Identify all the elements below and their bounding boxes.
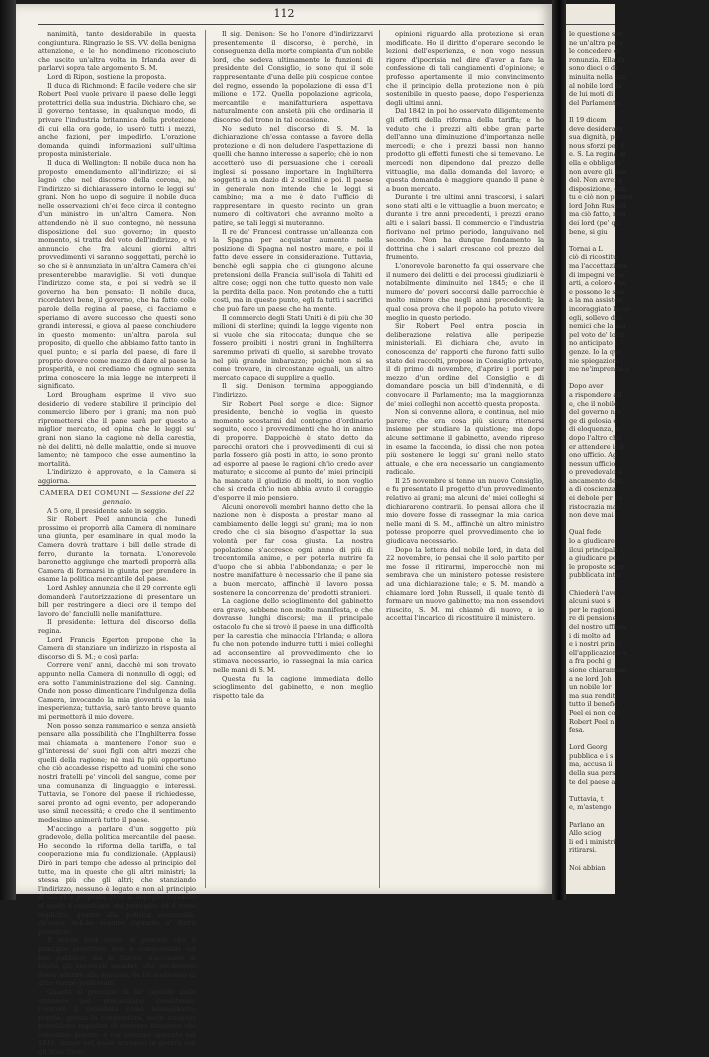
facing-page-line: lo a giudicare: [569, 537, 615, 546]
facing-page-line: e, che il nobile: [569, 399, 618, 408]
facing-page-line: sione chiarament: [569, 665, 627, 674]
paragraph: L'indirizzo è approvato, e la Camera si aggiorna.: [38, 468, 196, 485]
paragraph: Sir Robert Peel annuncia che lunedì prossimo ei proporrà alla Camera di nominare una giunta, per esaminare in qual modo la Camera dovrà trattare i bill delle strade di ferro, durante la tornata. L'onorevole baronetto aggiunge che martedì proporrà alla Camera di formarsi in giunta per prendere in esame la politica mercantile del paese.: [38, 515, 196, 584]
paragraph: Alcuni onorevoli membri hanno detto che la nazione non è disposta a prestar mano al cambiamento delle leggi su' grani; ma io non credo che ci sia bisogno d'aspettar la sua volontà per far cosa giusta. La nostra popolazione s'accresce ogni anno di più di trecentomila anime, e per poterla nutrire fa d'uopo che si abbia l'abbondanza; e per le nostre manifatture è necessario che il pane sia a buon mercato, affinchè il lavoro possa sostenere la concorrenza de' prodotti stranieri.: [213, 502, 373, 597]
paragraph: Lord Ashley annunzia che il 29 corrente egli domanderà l'autorizzazione di presentare un bill per restringere a dieci ore il tempo del lavoro de' fanciulli nelle manifatture.: [38, 584, 196, 618]
facing-page-line: per le ragioni: [569, 605, 615, 614]
facing-page-line: della sua pers: [569, 769, 616, 778]
book-spine: [552, 0, 566, 900]
facing-page-line: lord John Russell: [569, 201, 626, 210]
facing-page-line: le proposte sopr: [569, 562, 624, 571]
header-rule: [38, 24, 544, 25]
facing-page-line: pel voto de' lord: [569, 330, 624, 339]
facing-page-column: [569, 30, 709, 872]
paragraph: Durante i tre ultimi anni trascorsi, i salari sono stati alti e le vittuaglie a buon mercato; e durante i tre anni precedenti, i prezzi erano alti e i salari bassi. Il commercio e l'industria fiorivano nel primo periodo, languivano nel secondo. Non ha dunque fondamento la dottrina che i salari crescano col prezzo del frumento.: [386, 193, 544, 262]
paragraph: Il nobile lord crede di provare che il principio protettore non è compossibile col ben pubblico; ma le furono d'accusare di falsità gli onorevoli membri, che credessero dover aderire alle opinioni, da lui medesimo in altro tempo professate.: [38, 936, 196, 988]
facing-page-line: bene, si giu: [569, 227, 608, 236]
facing-page-line: Qual fede: [569, 528, 602, 537]
facing-page-line: a la ma assisten: [569, 296, 623, 305]
paragraph: La cagione dello scioglimento del gabinetto era grave, sebbene non molto manifesta, e che dovrasse lunghi discorsi; ma il principale ostacolo fu che si trovò il paese in una difficoltà per la carestia che minaccia l'Irlanda; e allora fu che non potendo indurre tutti i miei colleghi ad acconsentire al provvedimento che io stimava necessario, io rassegnai la mia carica nelle mani di S. M.: [213, 597, 373, 674]
facing-page-line: Lord Georg: [569, 743, 608, 752]
facing-page-line: [569, 855, 709, 864]
paragraph: Il presidente: lettura del discorso della regina.: [38, 618, 196, 635]
facing-page-line: ei debole per so: [569, 494, 623, 503]
facing-page-line: e i nostri princi: [569, 640, 621, 649]
paragraph: L'onorevole baronetto fa qui osservare che il numero dei delitti e dei processi giudiziarii è notabilmente diminuito nel 1845; e che il numero de' poveri soccorsi dalle parrocchie è molto minore che negli anni precedenti; la qual cosa prova che il popolo ha potuto vivere meglio in questo periodo.: [386, 262, 544, 322]
facing-page-line: a fra pochi g: [569, 657, 612, 666]
facing-page-line: del. Non avrei p: [569, 176, 623, 185]
section-heading: CAMERA DEI COMUNI — Sessione del 22 gennaio.: [38, 485, 196, 506]
facing-page-line: nous sforzi per f: [569, 141, 624, 150]
facing-page-line: tutto il benefic: [569, 700, 618, 709]
facing-page-line: re di pensione: [569, 614, 617, 623]
facing-page-line: a ne lord Joh: [569, 674, 612, 683]
paragraph: Il sig. Denison termina appoggiando l'indirizzo.: [213, 382, 373, 399]
facing-page-line: a rispondere all: [569, 390, 622, 399]
facing-page-line: ella e obbligata: [569, 158, 621, 167]
facing-page-line: ronunzia. Ella fu: [569, 55, 625, 64]
paragraph: Non si convenne allora, e continua, nel mio parere; che era cosa più sicura ritenersi insieme per studiare la quistione; ma dopo alcune settimane il gabinetto, avendo ripreso in esame la faccenda, io dissi che non potea più sostenere le leggi su' grani nello stato attuale, e che era necessario un cangiamento radicale.: [386, 408, 544, 477]
facing-page-line: ma ciò fatto, non: [569, 210, 626, 219]
facing-page-line: non avere gli ans: [569, 167, 627, 176]
facing-page-line: Peel ei non cod: [569, 708, 620, 717]
paragraph: opinioni riguardo alla protezione si eran modificate. Ho il diritto d'operare secondo le lezioni dell'esperienza, e non vogo nessun rigore d'ipocrisia nel dire d'aver a fare la confessione di tali cangiamenti d'opinione; e professo apertamente il mio convincimento che il principio della protezione non è più sostenibile in questo paese, dopo l'esperienza degli ultimi anni.: [386, 30, 544, 107]
facing-page-edge: [566, 4, 633, 894]
facing-page-line: fesa.: [569, 726, 585, 735]
facing-page-line: pubblica e i s: [569, 751, 614, 760]
paragraph: Lord Francis Egerton propone che la Camera di stanziare un indirizzo in risposta al discorso di S. M.; e così parla:: [38, 635, 196, 661]
facing-page-line: del governo n'u: [569, 408, 621, 417]
facing-page-line: [569, 236, 709, 245]
facing-page-line: Allo sciog: [569, 829, 602, 838]
facing-page-line: [569, 107, 709, 116]
facing-page-line: non deve mai: [569, 511, 614, 520]
facing-page-line: nie spiegazioni: [569, 356, 620, 365]
paragraph: Il commercio degli Stati Uniti è di più che 30 milioni di sterline; quindi la legge vigente non si vuole che sia ritoccata; dunque che se fossero proibiti i nostri grani in Inghilterra saremmo privati di quello, si sarebbe trovato nel più grande imbarazzo; poichè non si sa come trovare, in circostanze eguali, un altro mercato capace di supplire a quello.: [213, 313, 373, 382]
facing-page-line: di eloquenza, il: [569, 425, 620, 434]
facing-page-line: del nostro ufficio: [569, 622, 626, 631]
facing-page-line: dopo l'altro che: [569, 433, 622, 442]
facing-page-line: ristocrazia mai: [569, 502, 619, 511]
facing-page-line: Noi abbian: [569, 863, 606, 872]
facing-page-line: ritirarsi.: [569, 846, 597, 855]
facing-page-line: disposizione, con: [569, 184, 627, 193]
text-column-1: [38, 30, 196, 1057]
facing-page-line: Tuttavia, t: [569, 794, 604, 803]
facing-page-line: de lui moti di: [569, 90, 614, 99]
facing-page-line: e. S. La regina m: [569, 150, 626, 159]
facing-page-line: Tornai a L: [569, 244, 603, 253]
paragraph: Il sig. Denison: Se ho l'onore d'indirizzarvi presentemente il discorso, è perchè, in conseguenza della morte compianta d'un nobile lord, che sedeva ultimamente le funzioni di presidente del Consiglio, io sono qui il sole rappresentante d'una delle più cospicue contee del regno, essendo la popolazione di essa d'1 milione e 172. Quella popolazione agricola, mercantile e manifatturiera aspettava naturalmente con ansietà più che ordinaria il discorso del trono in tal occasione.: [213, 30, 373, 124]
facing-page-line: a giudicare per: [569, 554, 620, 563]
facing-page-line: ilcui principali: [569, 545, 618, 554]
text-column-2: [213, 30, 373, 890]
facing-page-line: o prevedevalo il: [569, 468, 623, 477]
paragraph: Il 25 novembre si tenne un nuovo Consiglio, e fu presentato il progetto d'un provvedimento relativo ai grani; ma alcuni de' miei colleghi si dichiararono contrarii. Io pensai allora che il mio dovere fosse di rassegnar la mia carica nelle mani di S. M., affinchè un altro ministro potesse proporre quel provvedimento che io giudicava necessario.: [386, 476, 544, 546]
facing-page-line: er attendere il d: [569, 442, 624, 451]
facing-page-line: Il 19 dicem: [569, 115, 607, 124]
facing-page-line: ancamento dell': [569, 476, 623, 485]
paragraph: Sir Robert Peel sorge e dice: Signor presidente, benchè io voglia in questo momento scostarmi dal contegno d'ordinario seguito, ecco i provvedimenti che ho in animo di proporre. Dappoichè è stato detto da parecchi oratori che i provvedimenti di cui si parla fossero già posti in atto, io sono pronto ad esporre al paese le ragioni ch'io credo aver maturato; e siccome al punto de' miei principii ha mancato il giudizio di molti, io non voglio che si creda ch'io non abbia avuto il coraggio d'esporre il mio pensiero.: [213, 399, 373, 503]
paragraph: Quanto al principio di far capitale dello straniero per procacciarsi sussistenze, l'oratore il considera come immaginario; perchè, giunta la congiuntura, molti stranieri potrebbero impedire di ricevere frumento che volessimo pagare: e ciò avvenne appunto nel 1810, tempo nel quale eravamo in guerra con gli Stati Uniti.: [38, 987, 196, 1057]
paragraph: A 5 ore, il presidente sale in seggio.: [47, 506, 168, 515]
facing-page-line: Dopo aver: [569, 382, 604, 391]
facing-page-line: [569, 786, 709, 795]
facing-page-line: e, m'astengo: [569, 803, 612, 812]
facing-page-line: le concedere di: [569, 47, 621, 56]
facing-page-line: ne un'altra pers: [569, 38, 623, 47]
paragraph: Non posso senza rammarico e senza ansietà pensare alla possibilità che l'Inghilterra fosse mai chiamata a mantenere l'onor suo e gl'interessi de' suoi figli con altri mezzi che quelli della ragione; nè mai fu più opportuno che ciò accadesse rispetto ad uomini che sono nostri fratelli pe' vincoli del sangue, come per una comunanza di linguaggio e interessi. Tuttavia, se l'onore del paese il richiedesse, sarei pronto ad ogni evento, per adoperando uso simil necessità; e credo che il sentimento medesimo animerà tutto il paese.: [38, 721, 196, 825]
paragraph: Il duca di Richmond: È facile vedere che sir Robert Peel vuole privare il paese delle leggi protettrici della sua industria. Dichiaro che, se il governo tentasse, in qualunque modo, di privare l'industria britannica della protezione di cui ella ora gode, io userò tutti i mezzi, anche fazioni, per impedirlo. L'orazione domanda quindi informazioni sull'ultima proposta ministeriale.: [38, 81, 196, 159]
facing-page-line: i di molto ad: [569, 631, 611, 640]
facing-page-line: al nobile lord la: [569, 81, 622, 90]
paragraph: Dal 1842 in poi ho osservato diligentemente gli effetti della riforma della tariffa; e ho veduto che i prezzi alti ebbe gran parte dell'anno una diminuzione d'importanza nelle mercedi; e che i prezzi bassi non hanno prodotto gli effetti funesti che si temevano. Le mercedi non dipendono dal prezzo delle vittuaglie, ma dalla domanda del lavoro; e questa domanda è maggiore quando il pane è a buon mercato.: [386, 107, 544, 193]
facing-page-line: [569, 580, 709, 589]
facing-page-line: Robert Peel n: [569, 717, 615, 726]
facing-page-line: dei lord (pe' qu: [569, 219, 620, 228]
facing-page-line: [569, 812, 709, 821]
section-subtitle: Sessione del 22 gennaio.: [102, 489, 195, 507]
facing-page-line: ciò di ricostitu: [569, 253, 618, 262]
facing-page-line: le questione sar: [569, 30, 623, 38]
facing-page-line: pubblicata intie: [569, 571, 622, 580]
paragraph: Il re de' Francesi contrasse un'alleanza con la Spagna per acquistar aumento nella posizione di Spagna nel nostro mare, e poi il fatto deve essere in considerazione. Tuttavia, benchè egli sappia che ci giungono alcune pretensioni della Francia sull'isola di Tahiti ed altre cose; oggi non che tutto questo non vale la perdita della pace. Non pretendo che a tutti costi, ma in questo punto, egli fa tutti i sacrifici che può fare un paese che ha mente.: [213, 227, 373, 313]
page-number: 112: [273, 7, 295, 20]
facing-page-line: [569, 520, 709, 529]
facing-page-line: incoraggiato la co: [569, 305, 630, 313]
paragraph: Sir Robert Peel entra poscia in deliberazione relativa alle peripezie ministeriali. Ei dichiara che, avuto in conoscenza de' rapporti che furono fatti sullo stato dei raccolti, propose in Consiglio privato, il di primo di novembre, d'aprire i porti per mezzo d'un ordine del Consiglio e di domandare poscia un bill d'indennità, e di convocare il Parlamento; ma la maggioranza de' miei colleghi non accettò questa proposta.: [386, 322, 544, 408]
paragraph: No seduto nel discorso di S. M. la dichiarazione ch'essa contasse a favore della protezione e di non deludere l'aspettazione di quelli che hanno interesse a saperlo; chè io non accetterò uso di persuasione che i cereali inglesi si possano importare in Inghilterra soggetti a un dazio di 2 scellini e poi. Il paese in generale non intende che le leggi si cambino; ma a me è dato l'ufficio di rappresentare in questo recinto un gran numero di coltivatori che avranno molto a patire, se tali leggi si muteranno.: [213, 124, 373, 228]
facing-page-line: nessun ufficio: [569, 459, 616, 468]
facing-page-line: del Parlamento,: [569, 98, 622, 107]
paragraph: nanimità, tanto desiderabile in questa congiuntura. Ringrazio le SS. VV. della benigna attenzione, e le ho nondimeno riconosciuto che uscito un'altra volta in Irlanda aver di parlarvi sopra tale argomento S. M.: [38, 30, 196, 73]
binding-shadow-left: [0, 0, 16, 900]
facing-page-line: ell'applicazione s: [569, 648, 627, 657]
facing-page-line: ge di gelosia e: [569, 416, 618, 425]
facing-page-line: deve desiderare: [569, 124, 623, 133]
facing-page-line: [569, 735, 709, 744]
text-column-3: [386, 30, 544, 890]
facing-page-line: ma, accusa ii: [569, 760, 613, 769]
facing-page-line: egli, sollevo dal: [569, 313, 622, 322]
facing-page-line: nemici che la ma: [569, 322, 626, 331]
facing-page-line: ma l'accettazione: [569, 262, 628, 271]
newspaper-page: [16, 4, 552, 1057]
facing-page-line: [569, 374, 709, 383]
paragraph: Lord di Ripon, sostiene la proposta.: [47, 72, 167, 81]
paragraph: Dopo la lettera del nobile lord, in data del 22 novembre, io pensai che il solo partito per me fosse il ritirarmi, imperocchè non mi sembrava che un ministero potesse resistere ad una dichiarazione tale; e S. M. mandò a chiamare lord John Russell, il quale tentò di formare un nuovo gabinetto; ma non essendovi riuscito, S. M. mi chiamò di nuovo, e io accettai l'incarico di ricostituire il ministero.: [386, 545, 544, 623]
facing-page-line: no anticipato i: [569, 339, 618, 348]
column-divider-2: [379, 30, 380, 888]
paragraph: Questa fu la cagione immediata dello scioglimento del gabinetto, e non meglio rispetto tale da: [213, 674, 373, 700]
facing-page-line: ma sua rendit: [569, 691, 616, 700]
facing-page-line: sono dieci o di: [569, 64, 618, 73]
section-title: CAMERA DEI COMUNI: [39, 489, 130, 498]
facing-page-line: di impegni verso: [569, 270, 625, 279]
facing-page-line: li ed i ministri: [569, 837, 616, 846]
facing-page-line: a di coscienza: [569, 485, 616, 494]
facing-page-line: alcuni suoi s: [569, 597, 611, 606]
facing-page-line: me ne'imprende c: [569, 365, 630, 374]
facing-page-line: e possono le sue: [569, 287, 624, 296]
facing-header-rule: [566, 24, 615, 25]
paragraph: Lord Brougham esprime il vivo suo desiderio di vedere stabilire il principio del commercio libero per i grani; ma non può ripromettersi che il pane sarà per questo a miglior mercato, ed opina che le leggi su' grani non siano la cagione nè della carestia, nè dei delitti, nè delle malattie, onde si muove lamento; nè tampoco che esse aumentino la mortalità.: [38, 390, 196, 468]
paragraph: Correre veni' anni, dacchè mi son trovato appunto nella Camera di nonnullo di oggi; ed era sotto l'amministrazione del sig. Canning. Onde non posso dimenticare l'indulgenza della Camera, invocando la mia gioventù e la mia inesperienza; tuttavia, sarò tanto breve quanto mi permetterà il mio dovere.: [38, 661, 196, 721]
facing-page-line: Parlano an: [569, 820, 605, 829]
facing-page-line: arti, a coloro che: [569, 279, 626, 288]
facing-page-line: tu e ciò non poteva: [569, 193, 633, 202]
facing-page-line: minuita nella ma: [569, 72, 626, 81]
facing-page-line: ono ufficio. Ag: [569, 451, 618, 460]
paragraph: M'accingo a parlare d'un soggetto più gradevole, della politica mercantile del paese. Ho secondo la riforma della tariffa, e tal cooperazione mia fu condizionale. (Applausi) Dirò in pari tempo che adesso al principio del tutte, ma in queste che gli altri ministri; la stessa più che gli altri; che stanziando l'indirizzo, nessuno è legato e non al principio di ciò ch'è proposto. Non si impegno riguardo al modo d'esecuzione dei principio; ed il trovo implicito, quanto alla politica mercantile, ch'esser deb-be seguire riguardo a' diritti protettori.: [38, 824, 196, 936]
facing-page-line: Chiederà l'ave: [569, 588, 618, 597]
column-divider-1: [205, 30, 206, 888]
paragraph: Il duca di Wellington: Il nobile duca non ha proposto emendamento all'indirizzo; ei si lagnò che nel discorso della corona, nè l'indirizzo si dichiarassero intorno le leggi su' grani. Non ho uopo di seguire il nobile duca nelle osservazioni ch'ei fece circa il contegno d'un ministro in un'altra Camera. Non attendendo nè il suo contegno, nè nessuna disposizione del suo governo; in questo momento, si tratta del voto dell'indirizzo, e vi annuncio che fra alcuni giorni altri provvedimenti vi saranno soggettati, perchè io so che si è annunziata in un'altra Camera ch'ei presenterebbe maraviglie. Si voti dunque l'indirizzo come sta, e poi si vedrà se il governo ha ben pensato: Il nobile duca, ricordatevi bene, il governo, che ha fatto colle parole della regina al paese, ci facciamo e speriamo di avere successo che questi sono grandi interessi, e giova al paese conchiudere in questo momento: un'altra parola sul proposito, di quello che abbiamo fatto tanto in quel punto; e si parla del paese, di fare il proprio dovere come mezzo di dare al paese la prosperità, e noi crediamo che ognuno senza prima conoscere la mia legge ne interpreti il significato.: [38, 158, 196, 391]
facing-page-line: te del paese a: [569, 777, 616, 786]
facing-page-line: genze. Io la qui: [569, 347, 621, 356]
facing-page-line: un nobile lor: [569, 683, 612, 692]
facing-page-line: sua dignità, pe: [569, 133, 619, 142]
page-header: [16, 7, 552, 25]
